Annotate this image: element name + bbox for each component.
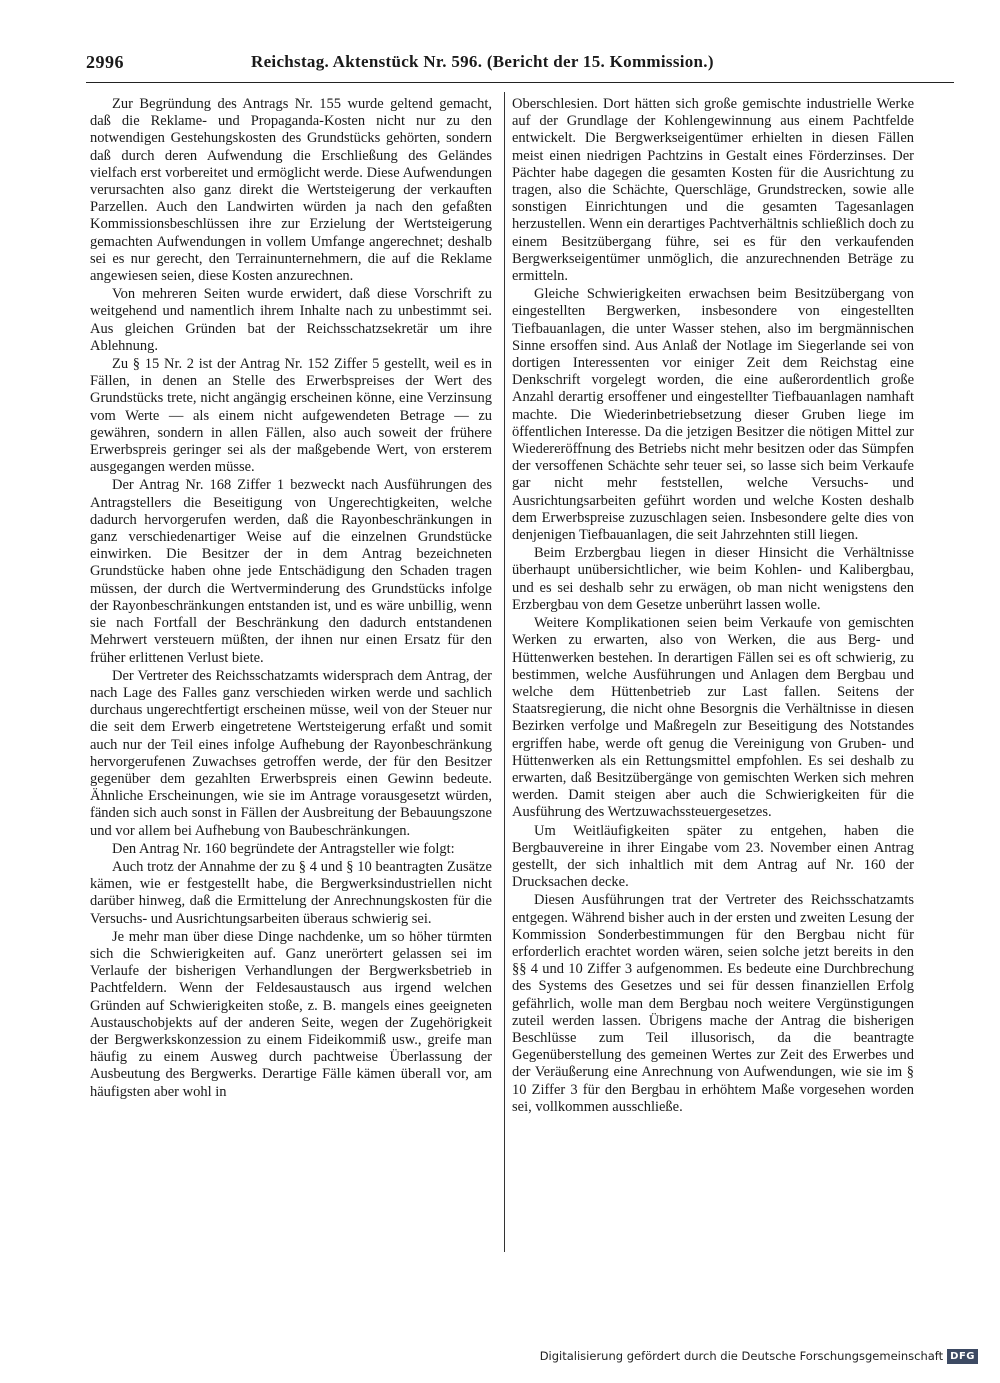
column-divider xyxy=(504,92,505,1252)
paragraph: Der Vertreter des Reichsschatzamts widersprach dem Antrag, der nach Lage des Falles ganz verschieden wirken werde und sachlich durchaus ungerechtfertigt erscheinen müsse, weil von der Steuer nur die seit dem Erwerb eingetretene Wertsteigerung erfaßt und somit auch nur der Teil eines infolge Aufhebung der Rayonbeschränkung hervorgerufenen Zuwachses getroffen werde, der für den Besitzer gegenüber dem gezahlten Erwerbspreis einen Gewinn bedeute. Ähnliche Erscheinungen, wie sie im Antrage vorausgesetzt würden, fänden sich auch sonst in Fällen der Ausbreitung der Bebauungszone und vor allem bei Aufhebung von Baubeschränkungen. xyxy=(90,667,492,839)
credit-text: Digitalisierung gefördert durch die Deutsche Forschungsgemeinschaft xyxy=(539,1349,944,1363)
digitization-credit xyxy=(540,1346,978,1366)
dfg-logo-icon: DFG xyxy=(947,1349,978,1364)
paragraph: Je mehr man über diese Dinge nachdenke, um so höher türmten sich die Schwierigkeiten auf. Ganz unerörtert gelassen sei im Verlaufe der bisherigen Verhandlungen der Bergwerksbetrieb in Pachtfeldern. Wenn der Feldesaustausch aus irgend welchen Gründen auf Schwierigkeiten stoße, z. B. mangels eines geeigneten Austauschobjekts auf der anderen Seite, wegen der Zugehörigkeit der Bergwerkskonzession zu einem Fideikommiß usw., greife man häufig zu einem Ausweg durch pachtweise Überlassung der Ausbeutung des Bergwerks. Derartige Fälle kämen überall vor, am häufigsten aber wohl in xyxy=(90,928,492,1100)
right-column xyxy=(512,96,914,1117)
paragraph: Zu § 15 Nr. 2 ist der Antrag Nr. 152 Ziffer 5 gestellt, weil es in Fällen, in denen an Stelle des Erwerbspreises der Wert des Grundstücks trete, nicht angängig erscheinen könne, eine Verzinsung vom Werte — als einem nicht aufgewendeten Betrage — zu gewähren, sondern in allen Fällen, also auch soweit der frühere Erwerbspreis geringer sei als der maßgebende Wert, von ersterem ausgegangen werden müsse. xyxy=(90,356,492,476)
paragraph: Weitere Komplikationen seien beim Verkaufe von gemischten Werken zu erwarten, also von Werken, die aus Berg- und Hüttenwerken bestehen. In derartigen Fällen sei es oft schwierig, zu bestimmen, welche Ausführungen und Anlagen dem Bergbau und welche dem Hüttenbetrieb zur Last fallen. Seitens der Staatsregierung, die nicht ohne Besorgnis die Verhältnisse in diesen Bezirken verfolge und Maßregeln zur Beseitigung des Notstandes ergriffen habe, werde oft genug die Vereinigung von Gruben- und Hüttenwerken als ein Rettungsmittel empfohlen. Es sei deshalb zu erwarten, daß Besitzübergänge von gemischten Werken sich mehren werden. Damit steigen aber auch die Schwierigkeiten für die Ausführung des Wertzuwachssteuergesetzes. xyxy=(512,615,914,821)
paragraph: Von mehreren Seiten wurde erwidert, daß diese Vorschrift zu weitgehend und namentlich ihrem Inhalte nach zu unbestimmt sei. Aus gleichen Gründen bat der Reichsschatzsekretär um ihre Ablehnung. xyxy=(90,286,492,354)
paragraph: Oberschlesien. Dort hätten sich große gemischte industrielle Werke auf der Grundlage der Kohlengewinnung aus einem Pachtfelde entwickelt. Die Bergwerkseigentümer erhielten in diesen Fällen meist einen niedrigen Pachtzins in Gestalt eines Förderzinses. Der Pächter habe dagegen die gesamten Kosten für die Ausrichtung zu tragen, also die Schächte, Querschläge, Grundstrecken, sowie alle sonstigen Einrichtungen und die gesamten Tagesanlagen herzustellen. Wenn ein derartiges Pachtverhältnis schließlich doch zu einem Besitzübergang führe, sei es für den verkaufenden Bergwerkseigentümer unmöglich, die anzurechnenden Beträge zu ermitteln. xyxy=(512,96,914,285)
paragraph: Der Antrag Nr. 168 Ziffer 1 bezweckt nach Ausführungen des Antragstellers die Beseitigung von Ungerechtigkeiten, welche dadurch hervorgerufen werden, daß die Rayonbeschränkungen in ganz verschiedenartiger Weise auf die einzelnen Grundstücke einwirken. Die Besitzer der in dem Antrag bezeichneten Grundstücke haben ohne jede Entschädigung den Schaden tragen müssen, der durch die Wertverminderung des Grundstücks infolge der Rayonbeschränkungen entstanden ist, und es wäre unbillig, wenn sie nach Fortfall der Beschränkung den dadurch entstandenen Mehrwert versteuern müßten, der ihnen nur einen Ersatz für den früher erlittenen Verlust biete. xyxy=(90,477,492,666)
running-head: Reichstag. Aktenstück Nr. 596. (Bericht der 15. Kommission.) xyxy=(251,52,714,71)
paragraph: Auch trotz der Annahme der zu § 4 und § 10 beantragten Zusätze kämen, wie er festgestellt habe, die Bergwerksindustriellen nicht darüber hinweg, daß die Ermittelung der Anrechnungskosten für die Versuchs- und Ausrichtungsarbeiten überaus schwierig sei. xyxy=(90,858,492,927)
page-header xyxy=(86,52,954,82)
paragraph: Den Antrag Nr. 160 begründete der Antragsteller wie folgt: xyxy=(112,840,455,857)
paragraph: Um Weitläufigkeiten später zu entgehen, haben die Bergbauvereine in ihrer Eingabe vom 23. November einen Antrag gestellt, der sich inhaltlich mit dem Antrag auf Nr. 160 der Drucksachen decke. xyxy=(512,822,914,891)
paragraph: Gleiche Schwierigkeiten erwachsen beim Besitzübergang von eingestellten Bergwerken, insbesondere von eingestellten Tiefbauanlagen, die unter Wasser stehen, also im bergmännischen Sinne ersoffen sind. Aus Anlaß der Notlage im Siegerlande sei von dortigen Interessenten vor einiger Zeit dem Reichstag eine Denkschrift vorgelegt worden, die eine außerordentlich große Anzahl derartig ersoffener und eingestellter Tiefbauanlagen namhaft machte. Die Wiederinbetriebsetzung dieser Gruben liege im öffentlichen Interesse. Da die jetzigen Besitzer die nötigen Mittel zur Wiedereröffnung des Betriebs nicht mehr besitzen oder das Sümpfen der versoffenen Schächte sehr teuer sei, so lasse sich beim Verkaufe gar nicht mehr feststellen, welche Versuchs- und Ausrichtungsarbeiten geführt worden und welche Kosten deshalb dem Erwerbspreise zuzuschlagen seien. Insbesondere gelte dies von denjenigen Tiefbauanlagen, die seit Jahrzehnten still liegen. xyxy=(512,286,914,544)
page-number: 2996 xyxy=(86,52,124,72)
paragraph: Diesen Ausführungen trat der Vertreter des Reichsschatzamts entgegen. Während bisher auch in der ersten und zweiten Lesung der Kommission Sonderbestimmungen für den Bergbau nicht für erforderlich erachtet worden wären, seien solche jetzt bereits in den §§ 4 und 10 Ziffer 3 aufgenommen. Es bedeute eine Durchbrechung des Systems des Gesetzes und sei für dessen finanziellen Erfolg gefährlich, wolle man dem Bergbau noch weitere Vergünstigungen zuteil werden lassen. Übrigens mache der Antrag die bisherigen Beschlüsse zum Teil illusorisch, da die beantragte Gegenüberstellung des gemeinen Wertes zur Zeit des Erwerbes und der Veräußerung eine Anrechnung von Aufwendungen, wie sie im § 10 Ziffer 3 für den Bergbau in erhöhtem Maße vorgesehen worden sei, vollkommen ausschließe. xyxy=(512,892,914,1115)
paragraph: Beim Erzbergbau liegen in dieser Hinsicht die Verhältnisse überhaupt unübersichtlicher, wie beim Kohlen- und Kalibergbau, und es sei deshalb sehr zu erwägen, ob man nicht wenigstens den Erzbergbau von dem Gesetze unberührt lassen wolle. xyxy=(512,545,914,613)
paragraph: Zur Begründung des Antrags Nr. 155 wurde geltend gemacht, daß die Reklame- und Propaganda-Kosten nicht nur zu den notwendigen Gestehungskosten des Grundstücks gehörten, sondern daß durch deren Aufwendung die Erschließung des Geländes vielfach erst vorbereitet und ermöglicht werde. Diese Aufwendungen verursachten also ganz direkt die Wertsteigerung der verkauften Parzellen. Auch den Landwirten würden ja nach den gefaßten Kommissionsbeschlüssen ihre zur Erzielung der Wertsteigerung gemachten Aufwendungen in vollem Umfange angerechnet; deshalb sei es nur gerecht, den Terrainunternehmern, die auf die Reklame angewiesen seien, diese Kosten anzurechnen. xyxy=(90,96,492,285)
left-column xyxy=(90,96,492,1102)
header-rule xyxy=(86,82,954,83)
